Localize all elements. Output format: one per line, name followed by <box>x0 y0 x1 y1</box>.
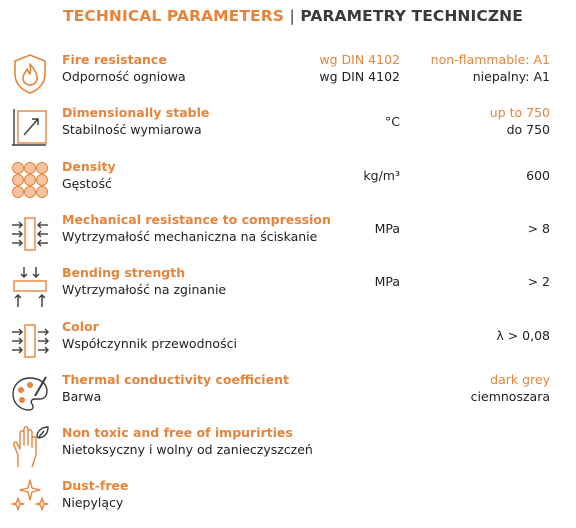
param-unit: kg/m³ <box>363 168 400 183</box>
param-name-en: Dust-free <box>62 478 129 493</box>
param-name-pl: Niepylący <box>62 495 124 510</box>
sparkle-icon <box>10 478 50 522</box>
title-en: TECHNICAL PARAMETERS <box>63 7 285 25</box>
param-row-fire-resistance <box>0 52 576 102</box>
param-name-en: Bending strength <box>62 265 186 280</box>
param-row-conductivity <box>0 319 576 369</box>
param-name-en: Dimensionally stable <box>62 105 210 120</box>
param-unit-pl: wg DIN 4102 <box>319 69 400 84</box>
param-name-en: Color <box>62 319 99 334</box>
param-value: λ > 0,08 <box>496 328 550 343</box>
param-row-compression <box>0 212 576 262</box>
param-name-pl: Barwa <box>62 389 102 404</box>
param-value-en: up to 750 <box>489 105 550 120</box>
title-separator: | <box>289 7 295 25</box>
param-unit: MPa <box>374 221 400 236</box>
param-name-en: Density <box>62 159 116 174</box>
param-value-pl: ciemnoszara <box>470 389 550 404</box>
param-name-pl: Stabilność wymiarowa <box>62 122 202 137</box>
param-name-pl: Wytrzymałość mechaniczna na ściskanie <box>62 229 318 244</box>
fire-shield-icon <box>10 52 50 96</box>
dimension-frame-icon <box>10 105 50 149</box>
param-name-en: Fire resistance <box>62 52 167 67</box>
page-title <box>63 7 523 25</box>
param-name-pl: Wytrzymałość na zginanie <box>62 282 227 297</box>
compression-arrows-icon <box>10 212 50 256</box>
param-value-en: non-flammable: A1 <box>430 52 550 67</box>
param-row-dust-free <box>0 478 576 528</box>
param-row-non-toxic <box>0 425 576 475</box>
param-row-color <box>0 372 576 422</box>
param-name-pl: Odporność ogniowa <box>62 69 186 84</box>
param-row-bending <box>0 265 576 315</box>
param-value: 600 <box>526 168 550 183</box>
param-name-en: Non toxic and free of impurirties <box>62 425 293 440</box>
param-value-pl: niepalny: A1 <box>472 69 550 84</box>
density-circles-icon <box>10 159 50 203</box>
param-name-en: Mechanical resistance to compression <box>62 212 331 227</box>
param-name-en: Thermal conductivity coefficient <box>62 372 289 387</box>
param-value: > 8 <box>527 221 550 236</box>
palette-icon <box>10 372 50 416</box>
param-value: > 2 <box>527 274 550 289</box>
param-value-pl: do 750 <box>506 122 550 137</box>
param-row-dimensionally-stable <box>0 105 576 155</box>
param-value-en: dark grey <box>490 372 550 387</box>
param-unit: MPa <box>374 274 400 289</box>
hand-leaf-icon <box>10 425 50 469</box>
param-unit: °C <box>385 114 400 129</box>
param-name-pl: Współczynnik przewodności <box>62 336 237 351</box>
bending-arrows-icon <box>10 265 50 309</box>
param-unit-en: wg DIN 4102 <box>319 52 400 67</box>
conductivity-arrows-icon <box>10 319 50 363</box>
param-row-density <box>0 159 576 209</box>
param-name-pl: Nietoksyczny i wolny od zanieczyszczeń <box>62 442 313 457</box>
title-pl: PARAMETRY TECHNICZNE <box>300 7 523 25</box>
param-name-pl: Gęstość <box>62 176 112 191</box>
